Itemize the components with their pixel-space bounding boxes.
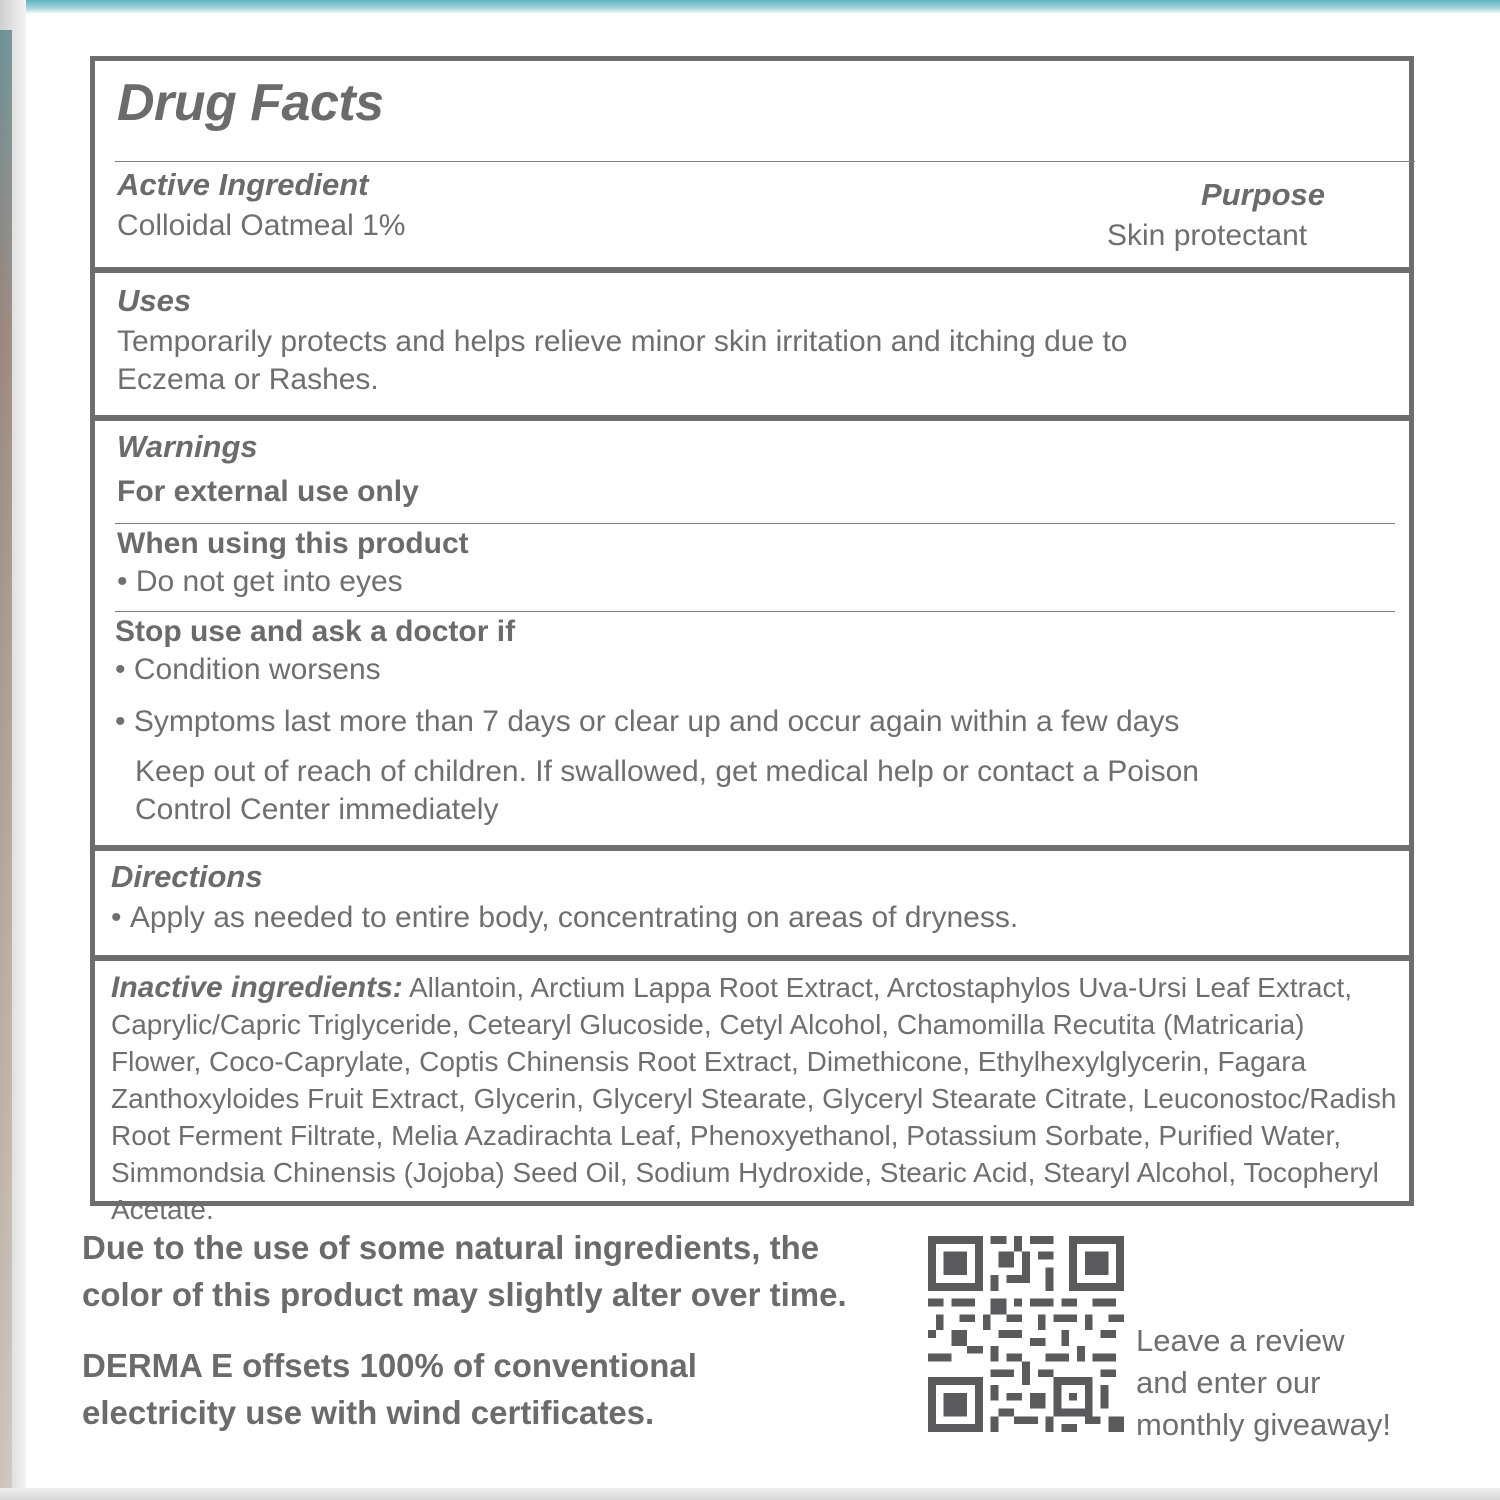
directions-heading: Directions [111, 859, 263, 894]
when-using-item: • Do not get into eyes [117, 563, 403, 601]
drug-facts-panel [90, 56, 1414, 1225]
title-rule [115, 161, 1415, 162]
natural-ingredients-note [82, 1224, 847, 1318]
warnings-heading: Warnings [117, 429, 258, 464]
section-divider [95, 267, 1409, 273]
warnings-rule [115, 611, 1395, 612]
inactive-section [95, 961, 1409, 1225]
when-using-heading: When using this product [117, 527, 469, 560]
box-top-edge [0, 0, 1500, 14]
purpose-value: Skin protectant [1107, 219, 1308, 252]
wind-certificates-note [82, 1342, 697, 1436]
box-bottom-edge [0, 1488, 1500, 1500]
note-line: DERMA E offsets 100% of conventional [82, 1347, 697, 1384]
uses-line: Eczema or Rashes. [117, 363, 379, 396]
stop-use-heading: Stop use and ask a doctor if [115, 615, 516, 648]
review-line: Leave a review [1136, 1323, 1345, 1358]
inactive-ingredients-text [111, 969, 1401, 1228]
note-line: color of this product may slightly alter over time. [82, 1276, 847, 1313]
note-line: Due to the use of some natural ingredients, the [82, 1229, 820, 1266]
review-callout [1136, 1320, 1436, 1446]
directions-item: • Apply as needed to entire body, concentrating on areas of dryness. [111, 899, 1018, 937]
section-divider [95, 845, 1409, 851]
qr-code-icon[interactable] [928, 1236, 1124, 1432]
uses-heading: Uses [117, 283, 192, 318]
box-side-shade [0, 30, 12, 1490]
stop-use-item: • Symptoms last more than 7 days or clear up and occur again within a few days [115, 703, 1179, 741]
page-title: Drug Facts [117, 74, 384, 132]
warnings-rule [115, 523, 1395, 524]
inactive-ingredients-list: Allantoin, Arctium Lappa Root Extract, Arctostaphylos Uva-Ursi Leaf Extract, Caprylic/Capric Triglyceride, Cetearyl Glucoside, Cetyl Alcohol, Chamomilla Recutita (Matricaria) Flower, Coco-Caprylate, Coptis Chinensis Root Extract, Dimethicone, Ethylhexylglycerin, Fagara Zanthoxyloides Fruit Extract, Glycerin, Glyceryl Stearate, Glyceryl Stearate Citrate, Leuconostoc/Radish Root Ferment Filtrate, Melia Azadirachta Leaf, Phenoxyethanol, Potassium Sorbate, Purified Water, Simmondsia Chinensis (Jojoba) Seed Oil, Sodium Hydroxide, Stearic Acid, Stearyl Alcohol, Tocopheryl Acetate. [111, 972, 1397, 1225]
purpose-heading: Purpose [1201, 177, 1326, 212]
external-use-label: For external use only [117, 475, 419, 508]
keep-out-text: Keep out of reach of children. If swallowed, get medical help or contact a Poison [135, 755, 1199, 788]
inactive-ingredients-label: Inactive ingredients: [111, 971, 403, 1004]
note-line: electricity use with wind certificates. [82, 1394, 655, 1431]
active-ingredient-value: Colloidal Oatmeal 1% [117, 209, 406, 242]
section-divider [95, 415, 1409, 421]
review-line: monthly giveaway! [1136, 1407, 1392, 1442]
keep-out-text: Control Center immediately [135, 793, 499, 826]
uses-line: Temporarily protects and helps relieve minor skin irritation and itching due to [117, 325, 1128, 358]
review-line: and enter our [1136, 1365, 1321, 1400]
active-ingredient-heading: Active Ingredient [117, 167, 369, 202]
box-left-edge [0, 0, 26, 1500]
stop-use-item: • Condition worsens [115, 651, 381, 689]
